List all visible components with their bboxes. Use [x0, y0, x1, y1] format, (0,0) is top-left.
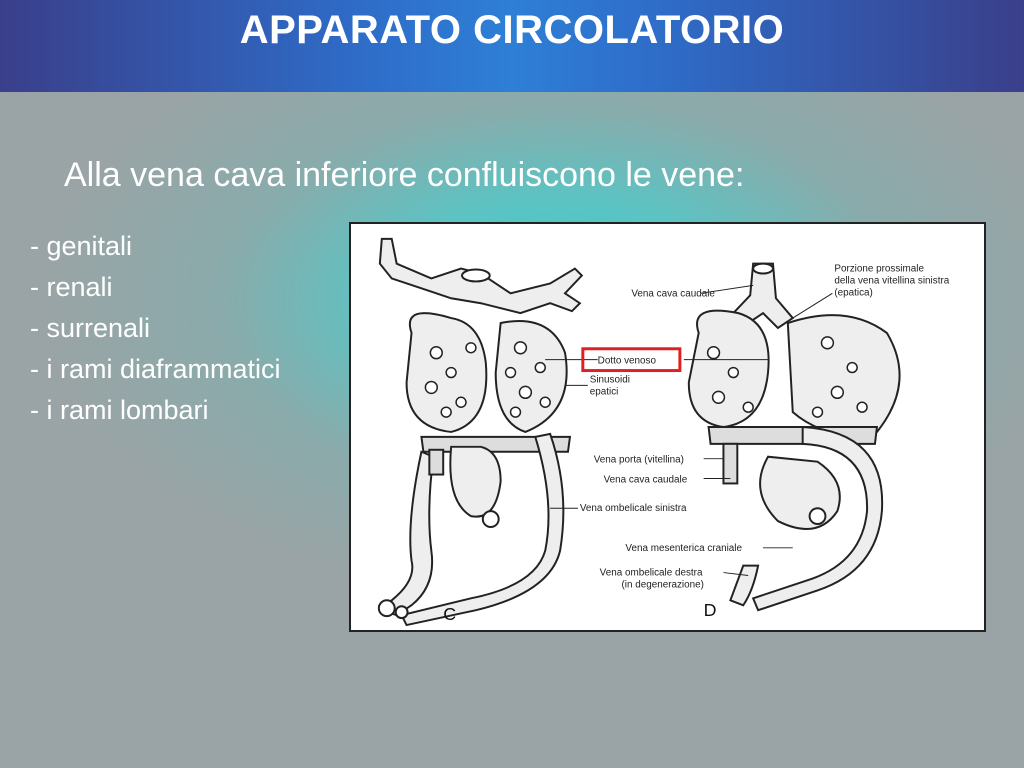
label-porzione-2: della vena vitellina sinistra [834, 275, 950, 287]
slide-title: APPARATO CIRCOLATORIO [239, 8, 785, 52]
label-porzione-1: Porzione prossimale [834, 263, 924, 275]
panel-c-label: C [443, 604, 457, 625]
list-item: - surrenali [30, 313, 151, 343]
panel-d-label: D [703, 600, 717, 621]
label-porzione-3: (epatica) [834, 287, 873, 299]
list-item: - genitali [30, 231, 133, 261]
label-vena-cava-caudale-2: Vena cava caudale [603, 474, 688, 486]
panel-d-drawing [689, 264, 900, 611]
label-dotto-venoso: Dotto venoso [597, 355, 656, 367]
label-sinusoidi-2: epatici [589, 386, 619, 398]
list-item: - i rami diaframmatici [30, 354, 281, 384]
label-ombelicale-destra-2: (in degenerazione) [621, 579, 704, 591]
anatomical-figure [349, 222, 986, 632]
label-mesenterica: Vena mesenterica craniale [625, 542, 742, 554]
panel-c-drawing [379, 239, 582, 625]
slide-subtitle: Alla vena cava inferiore confluiscono le vene: [64, 156, 745, 194]
list-item: - i rami lombari [30, 395, 209, 425]
label-ombelicale-sinistra: Vena ombelicale sinistra [579, 503, 687, 515]
list-item: - renali [30, 272, 113, 302]
label-ombelicale-destra-1: Vena ombelicale destra [599, 567, 703, 579]
label-vena-cava-caudale: Vena cava caudale [631, 288, 715, 300]
label-vena-porta: Vena porta (vitellina) [593, 454, 684, 466]
label-sinusoidi-1: Sinusoidi [589, 374, 630, 386]
title-bar [0, 0, 1024, 92]
liver-veins-diagram [351, 224, 984, 630]
veins-list [30, 226, 281, 431]
